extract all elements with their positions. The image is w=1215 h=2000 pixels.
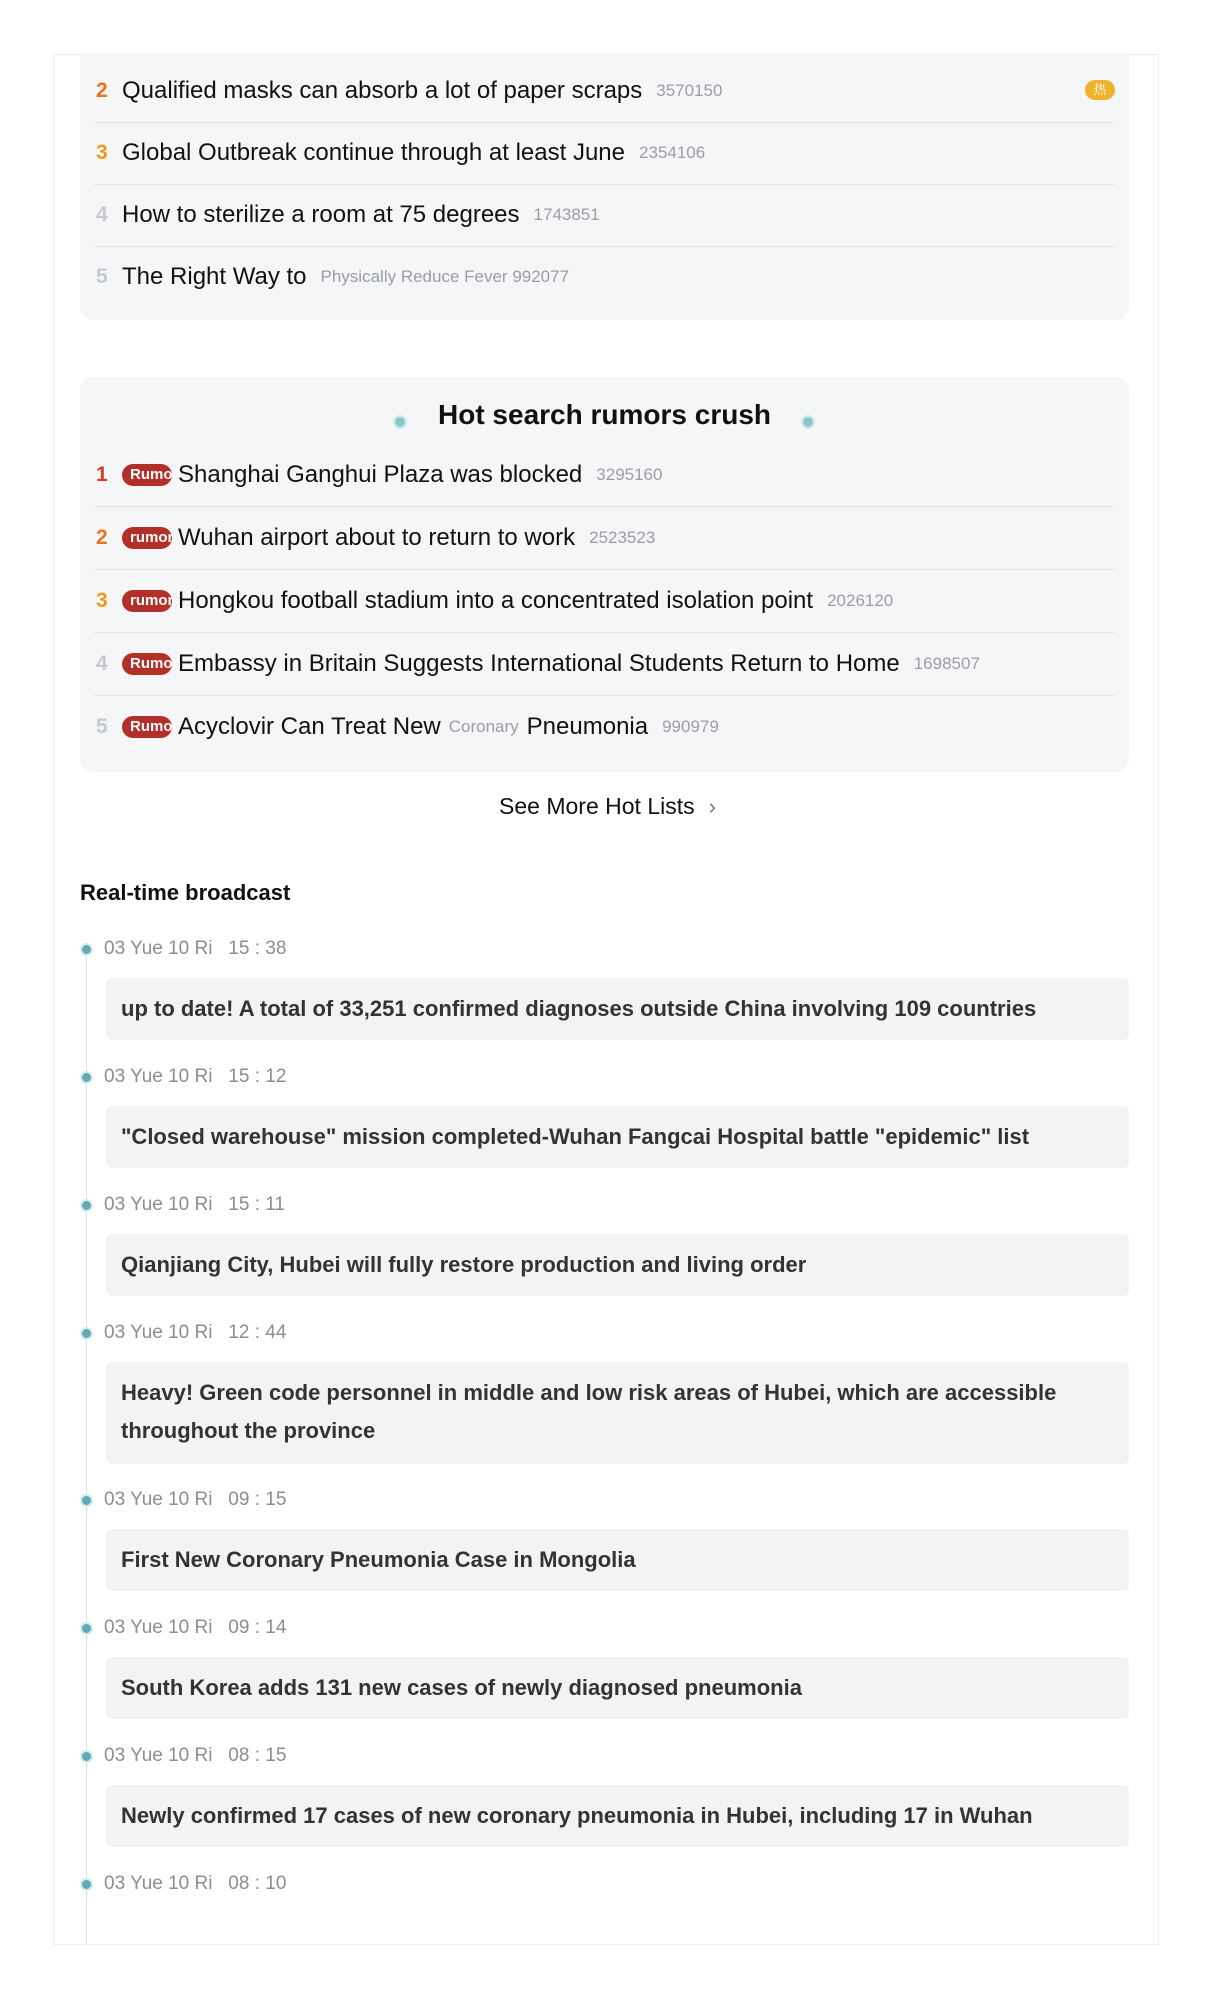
item-title[interactable]: Shanghai Ganghui Plaza was blocked [178,461,583,488]
timeline-dot-icon [80,1071,93,1084]
broadcast-item[interactable]: up to date! A total of 33,251 confirmed diagnoses outside China involving 109 countries [106,978,1129,1040]
timeline-dot-icon [80,943,93,956]
item-title-end[interactable]: Pneumonia [526,713,649,740]
rumor-item[interactable] [94,570,1115,633]
item-count: 3295160 [596,465,663,484]
timeline-dot-icon [80,1622,93,1635]
rank-number: 1 [96,463,108,486]
rank-number: 2 [96,79,108,102]
broadcast-title: Real-time broadcast [80,880,291,905]
broadcast-time: 03 Yue 10 Ri 08 : 15 [104,1745,287,1766]
item-count: 1743851 [533,205,600,224]
hot-list-item[interactable] [94,60,1115,123]
timeline-line [86,948,87,1944]
broadcast-time: 03 Yue 10 Ri 08 : 10 [104,1873,287,1894]
item-title[interactable]: Wuhan airport about to return to work [178,524,576,551]
heading-dot-icon [801,415,815,429]
rank-number: 2 [96,526,108,549]
broadcast-item[interactable]: Heavy! Green code personnel in middle and low risk areas of Hubei, which are accessible throughout the province [106,1362,1129,1464]
rank-number: 3 [96,141,108,164]
rumor-item[interactable] [94,507,1115,570]
hot-list-item[interactable] [94,246,1115,308]
broadcast-time: 03 Yue 10 Ri 12 : 44 [104,1322,287,1343]
item-title[interactable]: Hongkou football stadium into a concentrated isolation point [178,587,814,614]
rank-number: 5 [96,265,108,288]
rumor-tag: rumor [122,527,172,549]
item-count: 2523523 [589,528,656,547]
broadcast-time: 03 Yue 10 Ri 15 : 38 [104,938,287,959]
broadcast-item[interactable]: South Korea adds 131 new cases of newly diagnosed pneumonia [106,1657,1129,1719]
see-more-label[interactable]: See More Hot Lists [499,793,695,819]
rumor-tag: Rumor [122,653,172,675]
timeline-dot-icon [80,1199,93,1212]
rumor-item[interactable] [94,444,1115,507]
item-title[interactable]: Embassy in Britain Suggests International Students Return to Home [178,650,900,677]
broadcast-time: 03 Yue 10 Ri 15 : 11 [104,1194,285,1215]
item-title[interactable]: The Right Way to [122,263,307,290]
rumor-tag: Rumor [122,716,172,738]
item-subtitle: Physically Reduce Fever 992077 [320,267,570,286]
timeline-dot-icon [80,1494,93,1507]
item-count: 990979 [662,717,719,736]
rank-number: 5 [96,715,108,738]
broadcast-item[interactable]: First New Coronary Pneumonia Case in Mongolia [106,1529,1129,1591]
broadcast-item[interactable]: Newly confirmed 17 cases of new coronary pneumonia in Hubei, including 17 in Wuhan [106,1785,1129,1847]
item-title[interactable]: Global Outbreak continue through at least June [122,139,625,166]
hot-badge: 热 [1085,80,1115,100]
hot-list-item[interactable] [94,184,1115,247]
item-title[interactable]: How to sterilize a room at 75 degrees [122,201,520,228]
item-count: 2354106 [639,143,706,162]
timeline-dot-icon [80,1878,93,1891]
broadcast-item[interactable]: Qianjiang City, Hubei will fully restore production and living order [106,1234,1129,1296]
rumor-item[interactable] [94,696,1115,758]
rumor-tag: rumor [122,590,172,612]
item-title[interactable]: Qualified masks can absorb a lot of paper scraps [122,77,643,104]
hot-list-item[interactable] [94,122,1115,185]
item-count: 2026120 [827,591,894,610]
broadcast-time: 03 Yue 10 Ri 15 : 12 [104,1066,287,1087]
rank-number: 4 [96,652,108,675]
timeline-dot-icon [80,1750,93,1763]
item-title[interactable]: Acyclovir Can Treat New [178,713,441,740]
item-mid-text: Coronary [448,717,519,736]
rumor-item[interactable] [94,633,1115,696]
timeline-dot-icon [80,1327,93,1340]
rumor-tag: Rumor [122,464,172,486]
hot-list-card [80,54,1129,320]
rumors-card [80,377,1129,772]
rank-number: 4 [96,203,108,226]
see-more-link[interactable] [0,793,1215,820]
chevron-right-icon: › [708,794,716,819]
broadcast-item[interactable]: "Closed warehouse" mission completed-Wuhan Fangcai Hospital battle "epidemic" list [106,1106,1129,1168]
broadcast-time: 03 Yue 10 Ri 09 : 14 [104,1617,287,1638]
item-count: 1698507 [913,654,980,673]
rumors-heading: Hot search rumors crush [438,399,771,430]
rank-number: 3 [96,589,108,612]
item-count: 3570150 [656,81,723,100]
broadcast-time: 03 Yue 10 Ri 09 : 15 [104,1489,287,1510]
